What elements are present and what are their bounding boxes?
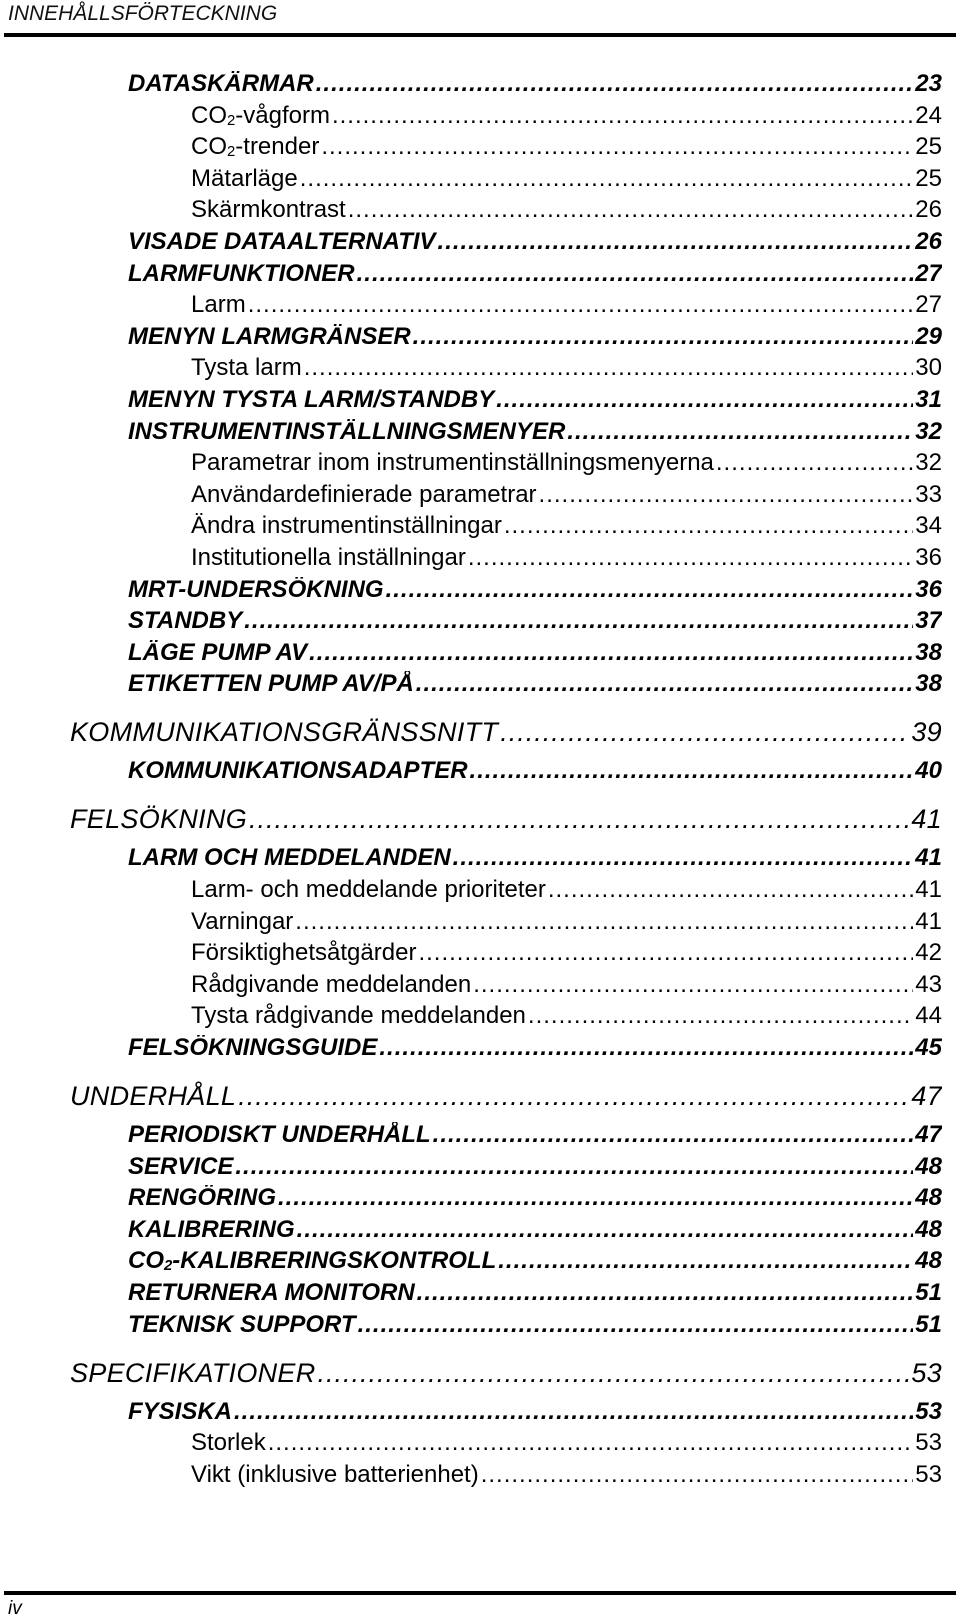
toc-entry[interactable] — [128, 1217, 942, 1243]
toc-entry[interactable] — [128, 229, 942, 255]
toc-page-number: 34 — [915, 513, 942, 539]
toc-page-number: 41 — [911, 804, 942, 834]
toc-entry[interactable] — [191, 545, 942, 571]
toc-entry-title: $CO_2$-trender — [191, 134, 320, 160]
toc-entry[interactable] — [191, 355, 942, 381]
toc-entry[interactable] — [128, 261, 942, 287]
toc-page-number: 30 — [915, 355, 942, 381]
toc-entry[interactable] — [70, 717, 942, 747]
toc-page-number: 48 — [915, 1217, 942, 1243]
toc-dot-leader — [716, 450, 913, 476]
toc-page-number: 38 — [915, 671, 942, 697]
toc-dot-leader — [300, 166, 914, 192]
toc-page-number: 41 — [915, 845, 942, 871]
toc-page-number: 51 — [915, 1280, 942, 1306]
toc-dot-leader — [481, 1462, 914, 1488]
toc-entry[interactable] — [128, 1248, 942, 1274]
toc-entry[interactable] — [191, 877, 942, 903]
toc-entry[interactable] — [191, 292, 942, 318]
toc-dot-leader — [504, 513, 913, 539]
toc-entry-title: RENGÖRING — [128, 1185, 277, 1211]
toc-entry-title: LARM OCH MEDDELANDEN — [128, 845, 451, 871]
toc-dot-leader — [316, 71, 914, 97]
toc-dot-leader — [539, 482, 914, 508]
toc-dot-leader — [332, 103, 913, 129]
toc-dot-leader — [498, 1248, 913, 1274]
toc-entry[interactable] — [191, 134, 942, 160]
toc-dot-leader — [278, 1185, 913, 1211]
toc-dot-leader — [386, 577, 914, 603]
toc-entry-title: Vikt (inklusive batterienhet) — [191, 1462, 479, 1488]
toc-page-number: 42 — [915, 940, 942, 966]
toc-entry-title: RETURNERA MONITORN — [128, 1280, 415, 1306]
toc-dot-leader — [358, 1312, 914, 1338]
toc-dot-leader — [249, 804, 909, 834]
toc-page-number: 23 — [915, 71, 942, 97]
toc-dot-leader — [528, 1003, 913, 1029]
toc-dot-leader — [438, 229, 914, 255]
toc-entry[interactable] — [191, 909, 942, 935]
toc-entry[interactable] — [128, 71, 942, 97]
toc-entry[interactable] — [128, 1280, 942, 1306]
toc-page-number: 53 — [915, 1399, 942, 1425]
toc-page-number: 38 — [915, 640, 942, 666]
toc-dot-leader — [418, 940, 913, 966]
toc-page-number: 39 — [911, 717, 942, 747]
toc-dot-leader — [470, 758, 914, 784]
toc-dot-leader — [379, 1035, 913, 1061]
toc-dot-leader — [248, 292, 914, 318]
toc-page-number: 33 — [915, 482, 942, 508]
toc-entry[interactable] — [191, 197, 942, 223]
toc-entry-title: KOMMUNIKATIONSADAPTER — [128, 758, 468, 784]
toc-entry-title: LARMFUNKTIONER — [128, 261, 355, 287]
toc-page-number: 53 — [915, 1430, 942, 1456]
toc-dot-leader — [548, 877, 913, 903]
toc-dot-leader — [268, 1430, 914, 1456]
toc-entry[interactable] — [128, 758, 942, 784]
toc-entry-title: INSTRUMENTINSTÄLLNINGSMENYER — [128, 419, 566, 445]
toc-dot-leader — [295, 909, 913, 935]
toc-entry[interactable] — [128, 419, 942, 445]
toc-entry[interactable] — [128, 845, 942, 871]
toc-entry[interactable] — [191, 482, 942, 508]
toc-page-number: 29 — [915, 324, 942, 350]
toc-page-number: 53 — [911, 1358, 942, 1388]
toc-entry-title: $CO_2$-vågform — [191, 103, 330, 129]
toc-dot-leader — [235, 1154, 913, 1180]
page-header-title: INNEHÅLLSFÖRTECKNING — [8, 2, 278, 25]
toc-dot-leader — [453, 845, 914, 871]
toc-entry[interactable] — [191, 450, 942, 476]
toc-dot-leader — [321, 134, 913, 160]
toc-dot-leader — [309, 640, 913, 666]
toc-dot-leader — [318, 1358, 910, 1388]
toc-entry-title: KALIBRERING — [128, 1217, 295, 1243]
toc-entry-title: Varningar — [191, 909, 294, 935]
toc-dot-leader — [244, 608, 913, 634]
toc-dot-leader — [468, 545, 913, 571]
toc-entry-title: DATASKÄRMAR — [128, 71, 314, 97]
toc-page-number: 37 — [915, 608, 942, 634]
toc-entry[interactable] — [70, 1358, 942, 1388]
toc-dot-leader — [500, 717, 909, 747]
toc-page-number: 25 — [915, 134, 942, 160]
toc-entry[interactable] — [128, 671, 942, 697]
toc-entry-title: VISADE DATAALTERNATIV — [128, 229, 436, 255]
toc-entry-title: UNDERHÅLL — [70, 1081, 237, 1111]
toc-page-number: 32 — [915, 419, 942, 445]
toc-entry-title: STANDBY — [128, 608, 243, 634]
toc-entry-title: MENYN TYSTA LARM/STANDBY — [128, 387, 495, 413]
toc-entry[interactable] — [128, 577, 942, 603]
toc-entry-title: $CO_2$-KALIBRERINGSKONTROLL — [128, 1248, 497, 1274]
toc-page-number: 44 — [915, 1003, 942, 1029]
toc-dot-leader — [416, 671, 914, 697]
toc-dot-leader — [473, 972, 913, 998]
toc-entry[interactable] — [70, 1081, 942, 1111]
toc-dot-leader — [348, 197, 914, 223]
toc-entry-title: FELSÖKNINGSGUIDE — [128, 1035, 378, 1061]
toc-dot-leader — [413, 324, 914, 350]
toc-dot-leader — [417, 1280, 914, 1306]
toc-entry-title: Rådgivande meddelanden — [191, 972, 472, 998]
toc-entry[interactable] — [191, 1462, 942, 1488]
toc-entry[interactable] — [128, 1122, 942, 1148]
toc-page-number: 45 — [915, 1035, 942, 1061]
toc-page-number: 48 — [915, 1154, 942, 1180]
toc-page-number: 32 — [915, 450, 942, 476]
toc-entry-title: Storlek — [191, 1430, 266, 1456]
toc-page-number: 51 — [915, 1312, 942, 1338]
toc-dot-leader — [357, 261, 914, 287]
toc-entry-title: MRT-UNDERSÖKNING — [128, 577, 384, 603]
header-rule — [4, 33, 956, 37]
footer-page-number: iv — [8, 1598, 22, 1619]
toc-entry[interactable] — [128, 640, 942, 666]
toc-entry-title: FYSISKA — [128, 1399, 233, 1425]
toc-dot-leader — [234, 1399, 913, 1425]
toc-page-number: 36 — [915, 577, 942, 603]
toc-page-number: 40 — [915, 758, 942, 784]
toc-page-number: 24 — [915, 103, 942, 129]
toc-entry[interactable] — [128, 1185, 942, 1211]
toc-entry[interactable] — [128, 387, 942, 413]
toc-dot-leader — [304, 355, 914, 381]
toc-page-number: 43 — [915, 972, 942, 998]
toc-entry[interactable] — [191, 1003, 942, 1029]
toc-entry-title: KOMMUNIKATIONSGRÄNSSNITT — [70, 717, 499, 747]
toc-entry-title: SERVICE — [128, 1154, 234, 1180]
toc-entry[interactable] — [191, 940, 942, 966]
toc-entry-title: Parametrar inom instrumentinställningsmenyerna — [191, 450, 714, 476]
toc-page-number: 36 — [915, 545, 942, 571]
toc-entry-title: TEKNISK SUPPORT — [128, 1312, 356, 1338]
toc-page-number: 25 — [915, 166, 942, 192]
toc-page-number: 41 — [915, 909, 942, 935]
toc-page-number: 27 — [915, 261, 942, 287]
toc-entry-title: FELSÖKNING — [70, 804, 248, 834]
toc-entry[interactable] — [128, 1399, 942, 1425]
toc-entry-title: MENYN LARMGRÄNSER — [128, 324, 411, 350]
toc-dot-leader — [297, 1217, 914, 1243]
toc-page-number: 47 — [911, 1081, 942, 1111]
toc-page-number: 48 — [915, 1248, 942, 1274]
toc-entry-title: Användardefinierade parametrar — [191, 482, 537, 508]
toc-entry[interactable] — [128, 1154, 942, 1180]
toc-page-number: 41 — [915, 877, 942, 903]
toc-entry-title: Tysta rådgivande meddelanden — [191, 1003, 526, 1029]
toc-page-number: 47 — [915, 1122, 942, 1148]
toc-entry-title: Larm- och meddelande prioriteter — [191, 877, 546, 903]
toc-entry-title: Mätarläge — [191, 166, 298, 192]
toc-entry-title: Larm — [191, 292, 246, 318]
toc-dot-leader — [238, 1081, 909, 1111]
toc-entry-title: PERIODISKT UNDERHÅLL — [128, 1122, 431, 1148]
toc-entry[interactable] — [128, 608, 942, 634]
toc-entry[interactable] — [191, 166, 942, 192]
toc-dot-leader — [567, 419, 913, 445]
toc-entry-title: LÄGE PUMP AV — [128, 640, 308, 666]
toc-page-number: 48 — [915, 1185, 942, 1211]
toc-dot-leader — [433, 1122, 914, 1148]
toc-page-number: 26 — [915, 197, 942, 223]
toc-entry-title: Skärmkontrast — [191, 197, 346, 223]
footer-rule — [4, 1591, 956, 1595]
toc-page-number: 31 — [915, 387, 942, 413]
toc-entry[interactable] — [70, 804, 942, 834]
toc-entry-title: Tysta larm — [191, 355, 302, 381]
toc-entry-title: Institutionella inställningar — [191, 545, 466, 571]
toc-dot-leader — [496, 387, 913, 413]
toc-entry[interactable] — [128, 324, 942, 350]
toc-entry[interactable] — [191, 972, 942, 998]
toc-entry-title: Ändra instrumentinställningar — [191, 513, 502, 539]
toc-entry[interactable] — [128, 1312, 942, 1338]
toc-entry[interactable] — [191, 1430, 942, 1456]
toc-entry[interactable] — [191, 103, 942, 129]
toc-entry-title: SPECIFIKATIONER — [70, 1358, 316, 1388]
toc-page-number: 27 — [915, 292, 942, 318]
toc-entry-title: Försiktighetsåtgärder — [191, 940, 417, 966]
toc-page-number: 26 — [915, 229, 942, 255]
toc-entry[interactable] — [191, 513, 942, 539]
toc-entry[interactable] — [128, 1035, 942, 1061]
toc-entry-title: ETIKETTEN PUMP AV/PÅ — [128, 671, 414, 697]
toc-page-number: 53 — [915, 1462, 942, 1488]
